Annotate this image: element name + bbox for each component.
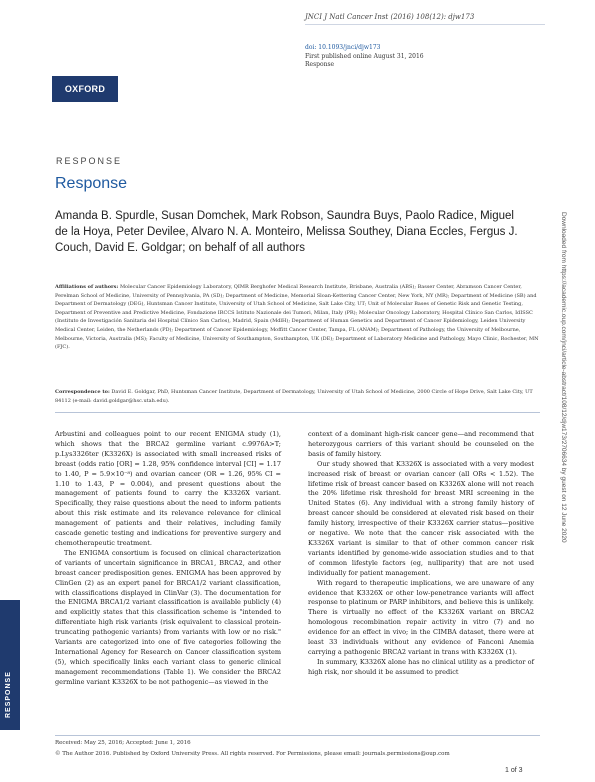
- correspondence: [55, 388, 540, 405]
- correspondence-text: David E. Goldgar, PhD, Huntsman Cancer Institute, Department of Dermatology, University of Utah School of Medicine, 2000 Circle of Hope Drive, Salt Lake City, UT 84112 (e-mail: david.goldgar@hsc.utah.edu).: [55, 389, 533, 404]
- footer-rule: [55, 735, 540, 736]
- journal-citation: JNCI J Natl Cancer Inst (2016) 108(12): djw173: [305, 13, 475, 21]
- download-watermark: Downloaded from https://academic.oup.com/jnci/article-abstract/108/12/djw173/2706634 by guest on 12 June 2020: [560, 212, 567, 543]
- paragraph: In summary, K3326X alone has no clinical utility as a predictor of high risk, nor should it be assumed to predict: [308, 657, 534, 676]
- paragraph: Arbustini and colleagues point to our recent ENIGMA study (1), which shows that the BRCA2 germline variant c.9976A>T; p.Lys3326ter (K3326X) is associated with small increased risks of breast (odds ratio [OR] = 1.28, 95% confidence interval [CI] = 1.17 to 1.40, P = 5.9×10⁻⁸) and ovarian cancer (OR = 1.26, 95% CI = 1.10 to 1.43, P = 0.004), and present questions about the management of patients found to carry the K3326X variant. Specifically, they raise questions about the need to inform patients about this risk estimate and its relevance relevance for clinical management of patients and their relatives, including family cascade genetic testing and indications for preventive surgery and chemotherapeutic treatment.: [55, 430, 281, 547]
- author-list: Amanda B. Spurdle, Susan Domchek, Mark Robson, Saundra Buys, Paolo Radice, Miguel de la Hoya, Peter Devilee, Alvaro N. A. Monteiro, Melissa Southey, Diana Eccles, Fergus J. Couch, David E. Goldgar; on behalf of all authors: [55, 210, 518, 254]
- body-column-right: [308, 430, 534, 678]
- affiliations-text: Molecular Cancer Epidemiology Laboratory, QIMR Berghofer Medical Research Institute, Brisbane, Australia (ABS); Basser Center, Abramson Cancer Center, Perelman School of Medicine, University of Pennsylvania, PA (SD); Department of Medicine, Memorial Sloan-Kettering Cancer Center, New York, NY (MR); Department of Medicine (SB) and Department of Dermatology (DEG), Huntsman Cancer Institute, University of Utah School of Medicine, Salt Lake City, UT; Unit of Molecular Bases of Genetic Risk and Genetic Testing, Department of Preventive and Predictive Medicine, Fondazione IRCCS Istituto Nazionale dei Tumori, Milan, Italy (PR); Molecular Oncology Laboratory, Hospital Clínico San Carlos, IdISSC (Instituto de Investigación Sanitaria del Hospital Clínico San Carlos), Madrid, Spain (MdlH); Department of Human Genetics and Department of Cancer Epidemiology, Leiden University Medical Center, Leiden, the Netherlands (PD); Department of Cancer Epidemiology, Moffitt Cancer Center, Tampa, FL (ANAM); Department of Pathology, the University of Melbourne, Melbourne, Victoria, Australia (MS); Faculty of Medicine, University of Southampton, Southampton, UK (DE); Department of Laboratory Medicine and Pathology, Mayo Clinic, Rochester, MN (FJC).: [55, 284, 539, 351]
- paragraph: context of a dominant high-risk cancer gene—and recommend that heterozygous carriers of this variant should be counseled on the basis of family history.: [308, 430, 534, 458]
- affiliations: [55, 283, 540, 352]
- paragraph: Our study showed that K3326X is associated with a very modest increased risk of breast or ovarian cancer (all ORs < 1.52). The lifetime risk of breast cancer based on K3326X alone will not reach the 20% lifetime risk threshold for breast MRI screening in the United States (6). Any individual with a strong family history of breast cancer should be considered at elevated risk based on their family history, irrespective of their K3326X carrier status—positive or negative. We note that the cancer risk associated with the K3326X variant is similar to that of other common cancer risk variants identified by genome-wide association studies and to that of common lifestyle factors (eg, nulliparity) that are not used individually for patient management.: [308, 459, 534, 577]
- publication-date: First published online August 31, 2016: [305, 53, 424, 60]
- received-dates: Received: May 25, 2016; Accepted: June 1, 2016: [55, 740, 191, 746]
- page-number: 1 of 3: [505, 767, 523, 774]
- doi-link[interactable]: doi: 10.1093/jnci/djw173: [305, 44, 381, 51]
- body-rule: [55, 412, 540, 413]
- affiliations-label: Affiliations of authors:: [55, 284, 119, 290]
- copyright-notice: © The Author 2016. Published by Oxford University Press. All rights reserved. For Permissions, please email: journals.permissions@oup.com: [55, 751, 450, 757]
- article-title: Response: [55, 175, 128, 192]
- paragraph: With regard to therapeutic implications, we are unaware of any evidence that K3326X or other low-penetrance variants will affect response to platinum or PARP inhibitors, and believe this is unlikely. There is virtually no effect of the K3326X variant on BRCA2 homologous recombination repair activity in vitro (7) and no evidence for an effect in vivo; in the CIMBA dataset, there were at least 33 individuals without any evidence of Fanconi Anemia carrying a pathogenic BRCA2 variant in trans with K3326X (1).: [308, 578, 534, 656]
- paragraph: The ENIGMA consortium is focused on clinical characterization of variants of uncertain significance in BRCA1, BRCA2, and other breast cancer predisposition genes. ENIGMA has been approved by ClinGen (2) as an expert panel for BRCA1/2 variant classification, with classifications displayed in ClinVar (3). The documentation for the ENIGMA BRCA1/2 variant classification is available publicly (4) and explicitly states that this classification scheme is "intended to differentiate high risk variants (risk equivalent to classical protein-truncating pathogenic variants) from variants with low or no risk." Variants are categorized into one of five categories following the International Agency for Research on Cancer classification system (5), which specifically links each variant class to generic clinical management recommendations (Table 1). We consider the BRCA2 germline variant K3326X to be not pathogenic—as viewed in the: [55, 548, 281, 686]
- side-section-label: RESPONSE: [5, 671, 12, 718]
- oxford-logo: OXFORD: [52, 76, 118, 102]
- section-kicker: RESPONSE: [56, 156, 123, 166]
- body-column-left: [55, 430, 281, 688]
- article-type: Response: [305, 61, 335, 68]
- correspondence-label: Correspondence to:: [55, 389, 110, 395]
- header-rule: [305, 24, 545, 25]
- side-section-tab: [0, 600, 20, 730]
